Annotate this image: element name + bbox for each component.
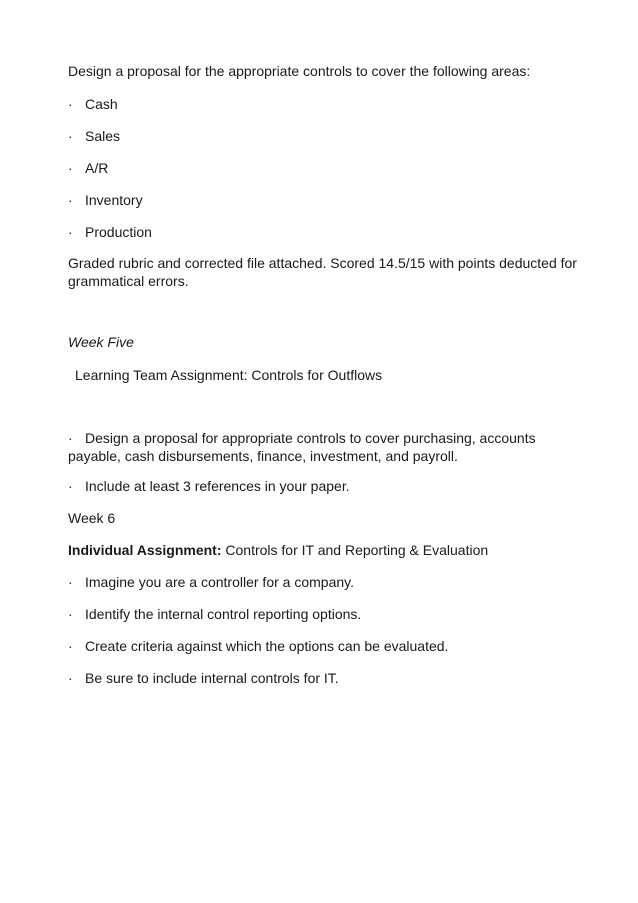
list-item: · Design a proposal for appropriate controls to cover purchasing, accounts payable, cash disbursements, finance, investment, and payroll. bbox=[68, 430, 536, 464]
bullet-icon: · bbox=[68, 638, 73, 654]
graded-note: Graded rubric and corrected file attached. Scored 14.5/15 with points deducted for grammatical errors. bbox=[68, 255, 577, 289]
week-five-heading: Week Five bbox=[68, 334, 134, 350]
intro-text: Design a proposal for the appropriate controls to cover the following areas: bbox=[68, 63, 531, 79]
bullet-icon: · bbox=[68, 606, 73, 622]
list-item: · Imagine you are a controller for a company. bbox=[68, 574, 354, 590]
list-item: · Cash bbox=[68, 96, 118, 112]
bullet-icon: · bbox=[68, 670, 73, 686]
week-six-heading: Week 6 bbox=[68, 510, 116, 526]
bullet-icon: · bbox=[68, 192, 73, 208]
week-five-assignment: Learning Team Assignment: Controls for Outflows bbox=[75, 367, 383, 383]
bullet-icon: · bbox=[68, 574, 73, 590]
list-item: · A/R bbox=[68, 160, 109, 176]
assignment-title: Controls for IT and Reporting & Evaluation bbox=[221, 542, 489, 558]
assignment-label: Individual Assignment: bbox=[68, 542, 222, 558]
list-item: · Include at least 3 references in your paper. bbox=[68, 478, 350, 494]
list-item: · Be sure to include internal controls for IT. bbox=[68, 670, 339, 686]
week-six-assignment bbox=[68, 541, 488, 559]
list-item: · Production bbox=[68, 224, 152, 240]
bullet-icon: · bbox=[68, 128, 73, 144]
bullet-icon: · bbox=[68, 224, 73, 240]
bullet-icon: · bbox=[68, 430, 73, 446]
list-item: · Inventory bbox=[68, 192, 143, 208]
bullet-icon: · bbox=[68, 160, 73, 176]
list-item: · Identify the internal control reporting options. bbox=[68, 606, 362, 622]
list-item: · Sales bbox=[68, 128, 121, 144]
bullet-icon: · bbox=[68, 96, 73, 112]
list-item: · Create criteria against which the options can be evaluated. bbox=[68, 638, 449, 654]
bullet-icon: · bbox=[68, 478, 73, 494]
